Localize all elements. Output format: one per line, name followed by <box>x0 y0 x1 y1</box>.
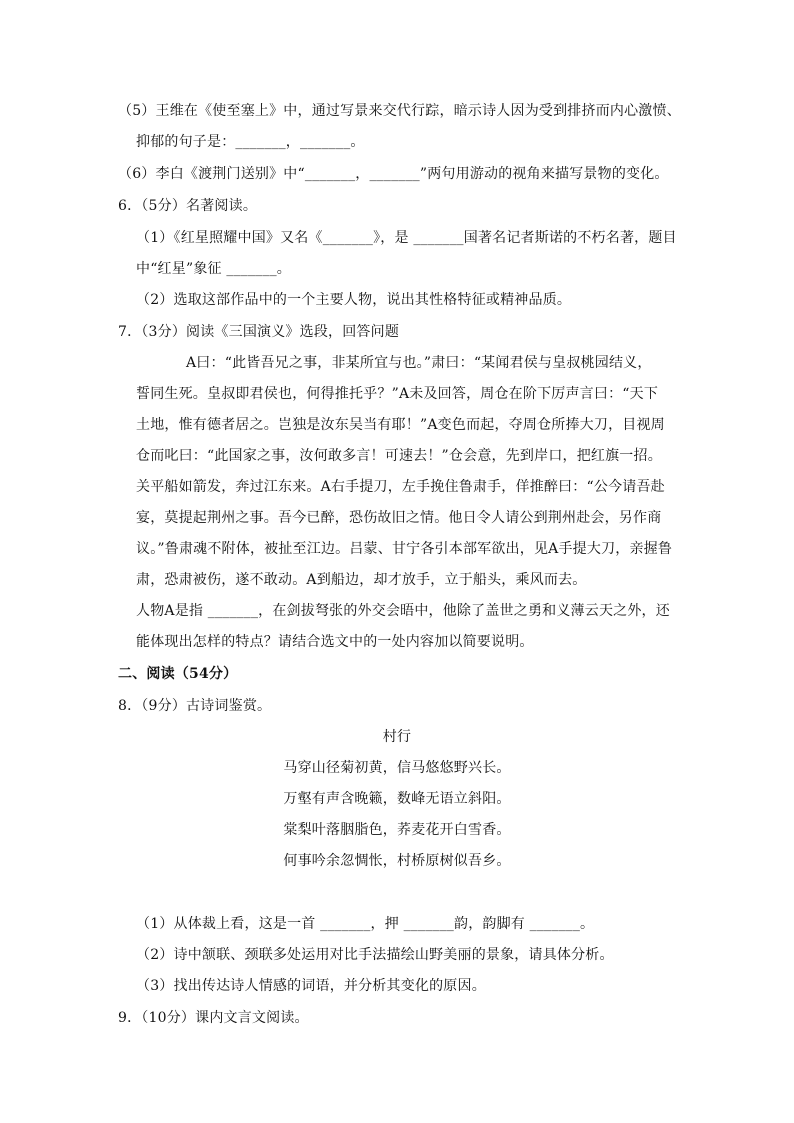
q7-passage-line: A曰：“此皆吾兄之事，非某所宜与也。”肃曰：“某闻君侯与皇叔桃园结义， <box>186 355 652 371</box>
poem-title: 村行 <box>382 729 412 745</box>
q7-question-line1: 人物A是指 _______，在剑拔弩张的外交会晤中，他除了盖世之勇和义薄云天之外，还 <box>136 603 670 619</box>
poem-line: 万壑有声含晚籁，数峰无语立斜阳。 <box>283 791 511 807</box>
section-heading: 二、阅读（54分） <box>118 666 238 682</box>
q9-heading: 9．（10分）课内文言文阅读。 <box>118 1010 309 1026</box>
q5-item5-line1: （5）王维在《使至塞上》中，通过写景来交代行踪，暗示诗人因为受到排挤而内心激愤、 <box>118 103 681 119</box>
q7-passage-line: 关平船如箭发，奔过江东来。A右手提刀，左手挽住鲁肃手，佯推醉曰：“公今请吾赴 <box>136 479 665 495</box>
q8-item3: （3）找出传达诗人情感的词语，并分析其变化的原因。 <box>136 978 486 994</box>
q7-passage-line: 肃，恐肃被伤，遂不敢动。A到船边，却才放手，立于船头，乘风而去。 <box>136 572 587 588</box>
q6-item2: （2）选取这部作品中的一个主要人物，说出其性格特征或精神品质。 <box>136 292 572 308</box>
q6-item1-line2: 中“红星”象征 _______。 <box>136 261 291 277</box>
poem-line: 棠梨叶落胭脂色，荞麦花开白雪香。 <box>283 822 511 838</box>
q8-heading: 8．（9分）古诗词鉴赏。 <box>118 698 272 714</box>
q7-passage-line: 土地，惟有德者居之。岂独是汝东吴当有耶！”A变色而起，夺周仓所捧大刀，目视周 <box>136 417 665 433</box>
q8-item1: （1）从体裁上看，这是一首 _______，押 _______韵，韵脚有 _______。 <box>136 916 595 932</box>
q7-passage-line: 议。”鲁肃魂不附体，被扯至江边。吕蒙、甘宁各引本部军欲出，见A手提大刀，亲握鲁 <box>136 541 673 557</box>
q5-item5-line2: 抑郁的句子是：_______，_______。 <box>136 134 365 150</box>
q7-passage-line: 仓而叱曰：“此国家之事，汝何敢多言！可速去！”仓会意，先到岸口，把红旗一招。 <box>136 448 662 464</box>
q7-passage-line: 宴，莫提起荆州之事。吾今已醉，恐伤故旧之情。他日令人请公到荆州赴会，另作商 <box>136 510 662 526</box>
q6-item1-line1: （1）《红星照耀中国》又名《_______》，是 _______国著名记者斯诺的不朽名著，题目 <box>136 230 677 246</box>
q7-heading: 7．（3分）阅读《三国演义》选段，回答问题 <box>118 324 400 340</box>
q7-passage-line: 誓同生死。皇叔即君侯也，何得推托乎？”A未及回答，周仓在阶下厉声言曰：“天下 <box>136 386 659 402</box>
q8-item2: （2）诗中颔联、颈联多处运用对比手法描绘山野美丽的景象，请具体分析。 <box>136 947 614 963</box>
q5-item6: （6）李白《渡荆门送别》中“_______，_______”两句用游动的视角来描写景物的变化。 <box>118 166 669 182</box>
q7-question-line2: 能体现出怎样的特点？请结合选文中的一处内容加以简要说明。 <box>136 634 534 650</box>
q6-heading: 6．（5分）名著阅读。 <box>118 198 258 214</box>
poem-line: 何事吟余忽惆怅，村桥原树似吾乡。 <box>283 853 511 869</box>
poem-line: 马穿山径菊初黄，信马悠悠野兴长。 <box>283 760 511 776</box>
